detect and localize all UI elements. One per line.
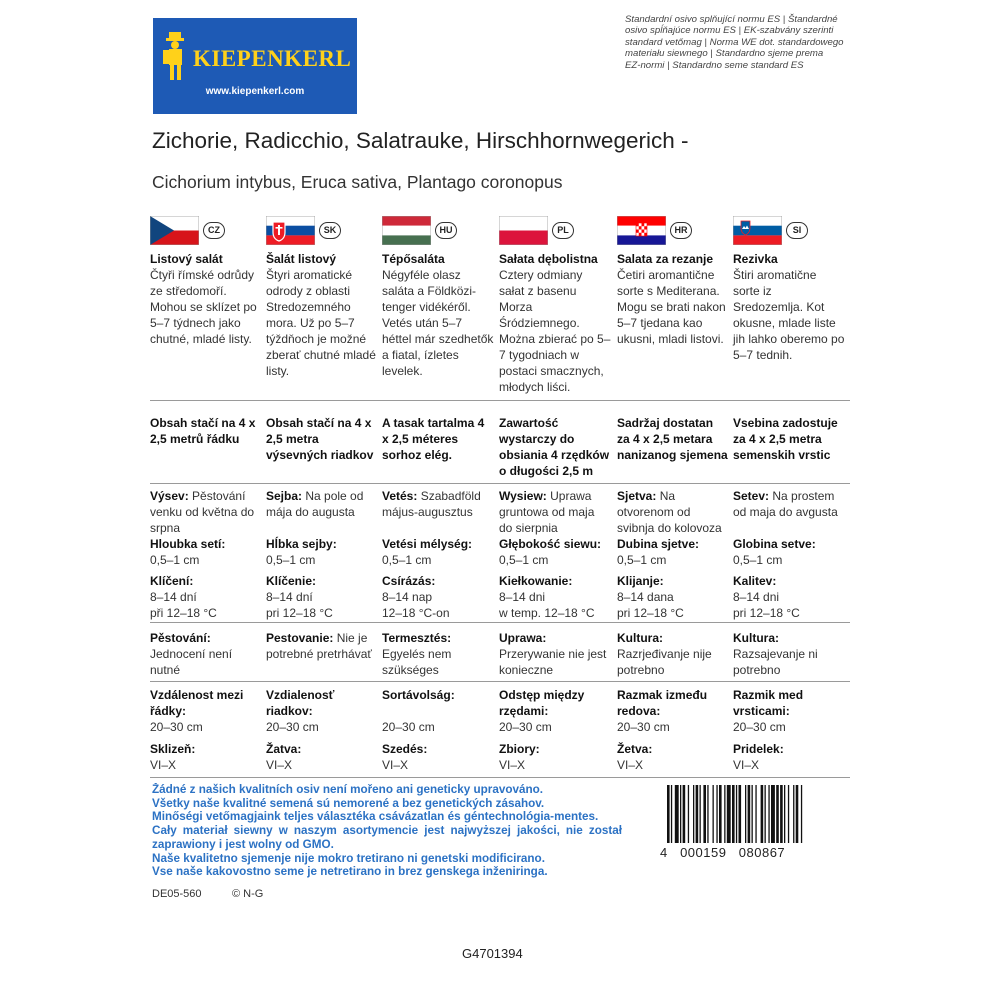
care-label: Kultura: [617,631,663,645]
care-label: Uprawa: [499,631,547,645]
sowing-block [266,488,378,621]
depth-value: 0,5–1 cm [733,553,783,567]
language-column-cz [150,215,262,347]
variety-description: Cztery odmiany sałat z basenu Morza Śródziemnego. Można zbierać po 5–7 tygodniach w postaci smacznych, młodych liści. [499,268,611,394]
standard-notice-line: Standardno seme standard ES [672,59,804,71]
language-column-pl [499,215,611,395]
polish-flag-icon [499,216,548,245]
product-title: Zichorie, Radicchio, Salatrauke, Hirschhornwegerich - [152,128,689,153]
variety-description: Štyri aromatické odrody z oblasti Stredozemného mora. Už po 5–7 týždňoch je možné zberať chutné mladé listy. [266,268,376,378]
harvest-value: VI–X [382,758,409,772]
depth-value: 0,5–1 cm [499,553,549,567]
spacing-value: 20–30 cm [150,720,203,734]
sowing-text: Na prostem od maja do avgusta [733,489,838,519]
spacing-label: Odstęp między rzędami: [499,688,585,718]
divider [150,400,850,401]
sowing-block [150,488,262,621]
sowing-text: Szabadföld május-augusztus [382,489,481,519]
germination-temp: pri 12–18 °C [617,606,684,620]
spacing-label: Vzdialenosť riadkov: [266,688,335,718]
slovenian-flag-icon [733,216,782,245]
care-label: Pestovanie: [266,631,334,645]
germination-days: 8–14 dana [617,590,674,604]
standard-notice-line: Standardní osivo splňující normu ES [625,14,781,25]
sowing-label: Výsev: [150,489,189,503]
standard-seed-notice: Standardní osivo splňující normu ES | Štandardné osivo spĺňajúce normu ES | EK-szabvány szerinti standard vetőmag | Norma WE dot. standardowego materiału siewnego | Standardno sjeme prema EZ-normi | Standardno seme standard ES [625,14,844,71]
language-column-sk [266,215,378,379]
spacing-label: Sortávolság: [382,688,455,702]
germination-temp: 12–18 °C-on [382,606,450,620]
language-column-si [733,215,845,363]
barcode-number: 4 000159 080867 [660,845,786,860]
standard-notice-line: osivo spĺňajúce normu ES [625,25,736,37]
variety-description: Čtyři římské odrůdy ze středomoří. Mohou se sklízet po 5–7 týdnech jako chutné, mladé listy. [150,268,257,346]
germination-label: Kiełkowanie: [499,574,573,588]
product-subtitle: Cichorium intybus, Eruca sativa, Plantago coronopus [152,172,563,192]
spacing-value: 20–30 cm [499,720,552,734]
spacing-label: Razmik med vrsticami: [733,688,804,718]
depth-label: Dubina sjetve: [617,537,700,551]
brand-logo [153,18,357,114]
sowing-block [617,488,729,621]
care-text: Razsajevanje ni potrebno [733,647,818,677]
germination-days: 8–14 dni [499,590,546,604]
germination-label: Klijanje: [617,574,664,588]
standard-notice-line: EZ-normi [625,59,665,71]
standard-notice-line: Norma WE dot. standardowego [709,36,844,48]
language-code-badge: CZ [203,222,225,239]
spacing-label: Vzdálenost mezi řádky: [150,688,244,718]
germination-label: Klíčenie: [266,574,317,588]
variety-name: Rezivka [733,252,778,266]
variety-description: Četiri aromantične sorte s Mediterana. Mogu se brati nakon 5–7 tjedana kao ukusni, mladi listovi. [617,268,726,346]
sowing-block [733,488,845,621]
divider [150,681,850,682]
variety-name: Sałata dębolistna [499,252,598,266]
sowing-label: Setev: [733,489,770,503]
harvest-value: VI–X [266,758,293,772]
depth-label: Hĺbka sejby: [266,537,337,551]
harvest-label: Zbiory: [499,742,540,756]
germination-days: 8–14 dní [266,590,313,604]
variety-description: Négyféle olasz saláta a Földközi-tenger vidékéről. Vetés után 5–7 héttel már szedhetők a fiatal, ízletes levelek. [382,268,494,378]
contents-text: Obsah stačí na 4 x 2,5 metrů řádku [150,416,256,446]
germination-label: Kalitev: [733,574,777,588]
germination-days: 8–14 nap [382,590,433,604]
care-text: Razrjeđivanje nije potrebno [617,647,712,677]
product-number: G4701394 [462,946,523,961]
quality-notice-line: Vse naše kakovostno seme je netretirano in brez genskega inženiringa. [152,865,548,879]
contents-text: Obsah stačí na 4 x 2,5 metra výsevných riadkov [266,416,374,462]
slovak-flag-icon [266,216,315,245]
standard-notice-line: Štandardné [788,14,838,25]
quality-notice-line: Naše kvalitetno sjemenje nije mokro tretirano ni genetski modificirano. [152,851,545,865]
care-cell [150,630,262,678]
czech-flag-icon [150,216,199,245]
harvest-label: Žatva: [266,742,302,756]
harvest-value: VI–X [499,758,526,772]
contents-text: Sadržaj dostatan za 4 x 2,5 metara nanizanog sjemena [617,416,728,462]
care-cell [266,630,378,662]
spacing-value: 20–30 cm [382,720,435,734]
divider [150,777,850,778]
standard-notice-line: EK-szabvány szerinti [743,25,834,37]
quality-notice-line: Žádné z našich kvalitních osiv není mořeno ani geneticky upravováno. [152,783,543,796]
variety-name: Salata za rezanje [617,252,714,266]
harvest-value: VI–X [150,758,177,772]
contents-text: A tasak tartalma 4 x 2,5 méteres sorhoz elég. [382,416,485,462]
depth-label: Vetési mélység: [382,537,473,551]
germination-days: 8–14 dní [150,590,197,604]
sowing-label: Wysiew: [499,489,547,503]
spacing-value: 20–30 cm [266,720,319,734]
sowing-text: Na otvorenom od svibnja do kolovoza [617,489,722,535]
care-label: Kultura: [733,631,779,645]
variety-name: Listový salát [150,252,223,266]
care-cell [499,630,611,678]
language-code-badge: SK [319,222,341,239]
language-column-hr [617,215,729,347]
germination-label: Csírázás: [382,574,436,588]
contents-text: Zawartość wystarczy do obsiania 4 rzędków o długości 2,5 m [499,416,610,478]
spacing-harvest-cell [617,687,729,773]
divider [150,483,850,484]
croatian-flag-icon [617,216,666,245]
kiepenkerl-mascot-icon [163,32,189,82]
spacing-harvest-cell [499,687,611,773]
germination-temp: pri 12–18 °C [266,606,333,620]
depth-value: 0,5–1 cm [266,553,316,567]
contents-text: Vsebina zadostuje za 4 x 2,5 metra semenskih vrstic [733,416,838,462]
care-label: Termesztés: [382,631,452,645]
harvest-value: VI–X [733,758,760,772]
care-label: Pěstování: [150,631,211,645]
variety-name: Šalát listový [266,252,337,266]
language-code-badge: PL [552,222,574,239]
spacing-harvest-cell [733,687,845,773]
brand-url[interactable]: www.kiepenkerl.com [205,86,305,97]
care-cell [733,630,845,678]
care-text: Nie je potrebné pretrhávať [266,631,372,661]
sowing-text: Pěstování venku od května do srpna [150,489,255,535]
quality-notice [152,783,622,881]
spacing-value: 20–30 cm [733,720,786,734]
spacing-harvest-cell [382,687,494,773]
spacing-harvest-cell [150,687,262,773]
quality-notice-line: Minőségi vetőmagjaink teljes választéka csávázatlan és géntechnológia-mentes. [152,810,599,824]
spacing-harvest-cell [266,687,378,773]
depth-value: 0,5–1 cm [150,553,200,567]
care-text: Egyelés nem szükséges [382,647,452,677]
sowing-block [499,488,611,621]
language-code-badge: HR [670,222,692,239]
divider [150,622,850,623]
harvest-value: VI–X [617,758,644,772]
standard-notice-line: materiału siewnego [625,48,708,60]
harvest-label: Sklizeň: [150,742,196,756]
standard-notice-line: Standardno sjeme prema [715,48,824,60]
care-text: Jednocení není nutné [150,647,233,677]
sowing-text: Uprawa gruntowa od maja do sierpnia [499,489,595,535]
germination-temp: pri 12–18 °C [733,606,800,620]
brand-name: KIEPENKERL [193,46,352,71]
spacing-label: Razmak između redova: [617,688,708,718]
hungarian-flag-icon [382,216,431,245]
barcode-icon [665,785,850,843]
variety-description: Štiri aromatične sorte iz Sredozemlja. Kot okusne, mlade liste jih lahko oberemo po 5–7 tednih. [733,268,845,362]
harvest-label: Szedés: [382,742,428,756]
article-reference: DE05-560 [152,888,202,900]
depth-label: Hloubka setí: [150,537,226,551]
germination-temp: w temp. 12–18 °C [499,606,595,620]
depth-value: 0,5–1 cm [617,553,667,567]
harvest-label: Pridelek: [733,742,784,756]
language-column-hu [382,215,494,379]
germination-label: Klíčení: [150,574,194,588]
copyright-note: © N-G [232,888,264,900]
sowing-label: Vetés: [382,489,418,503]
sowing-text: Na pole od mája do augusta [266,489,364,519]
depth-label: Głębokość siewu: [499,537,602,551]
germination-days: 8–14 dni [733,590,780,604]
depth-label: Globina setve: [733,537,816,551]
quality-notice-line: Všetky naše kvalitné semená sú nemorené a bez genetických zásahov. [152,796,545,810]
depth-value: 0,5–1 cm [382,553,432,567]
variety-name: Tépősaláta [382,252,445,266]
sowing-label: Sjetva: [617,489,657,503]
harvest-label: Žetva: [617,742,653,756]
care-text: Przerywanie nie jest konieczne [499,647,607,677]
language-code-badge: SI [786,222,808,239]
standard-notice-line: standard vetőmag [625,36,702,48]
sowing-label: Sejba: [266,489,303,503]
care-cell [382,630,494,678]
sowing-block [382,488,494,621]
quality-notice-line: Cały materiał siewny w naszym asortymencie jest najwyższej jakości, nie został zaprawiony i jest wolny od GMO. [152,824,622,851]
language-code-badge: HU [435,222,457,239]
germination-temp: při 12–18 °C [150,606,217,620]
care-cell [617,630,729,678]
spacing-value: 20–30 cm [617,720,670,734]
